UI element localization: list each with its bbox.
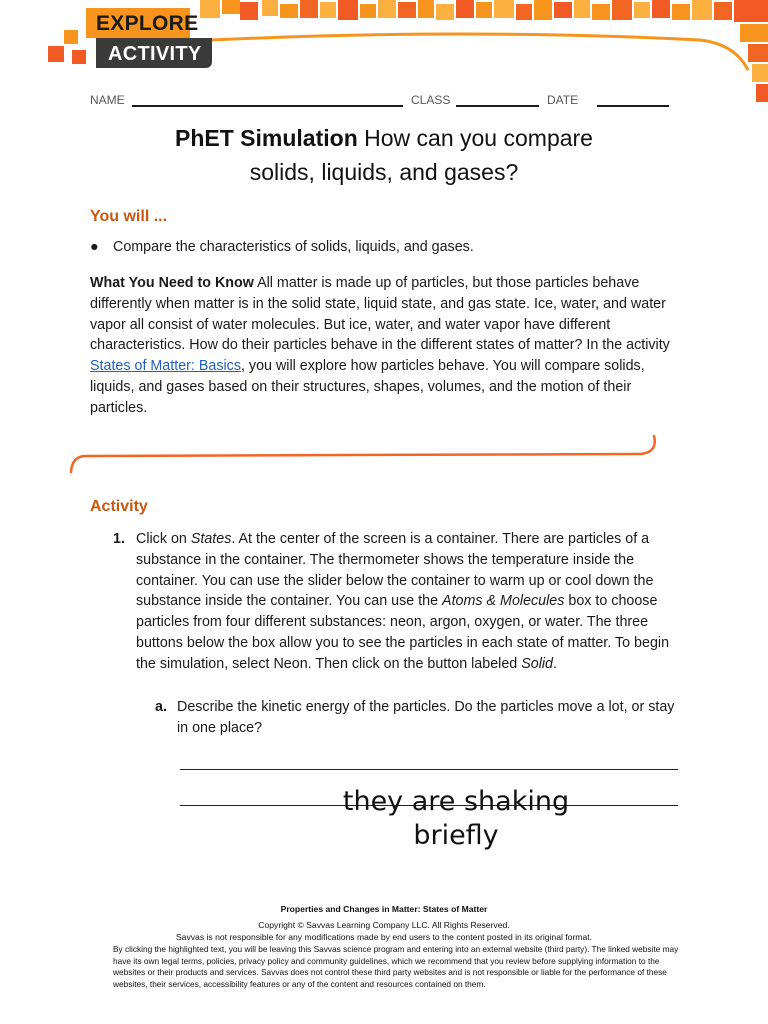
step-term-solid: Solid (521, 655, 553, 672)
step-term-atoms: Atoms & Molecules (442, 593, 565, 610)
footer-copyright: Copyright © Savvas Learning Company LLC. All Rights Reserved. (258, 920, 510, 930)
page-title (84, 121, 684, 189)
answer-line-1 (180, 769, 678, 770)
footer-title: Properties and Changes in Matter: States of Matter (280, 904, 488, 914)
states-of-matter-link[interactable]: States of Matter: Basics (90, 358, 241, 375)
step-text-part: Click on (136, 531, 191, 547)
date-label: DATE (547, 93, 579, 107)
step-text-part: . (553, 655, 557, 672)
you-will-bullet: Compare the characteristics of solids, liquids, and gases. (113, 239, 474, 255)
section-divider (66, 432, 662, 478)
step-text-part: box to choose particles from four different substances: neon, argon, oxygen, or water. The three buttons below the box allow you to see the particles in each state of matter. To begin the simulation, select Neon. Then click on the button labeled (136, 593, 670, 672)
need-to-know-label: What You Need to Know (90, 275, 254, 291)
step-term-states: States (190, 531, 232, 547)
sub-letter: a. (155, 699, 167, 715)
title-line2: solids, liquids, and gases? (249, 159, 519, 185)
title-rest: How can you compare (357, 125, 593, 151)
footer-disclaimer-1: Savvas is not responsible for any modifications made by end users to the content posted in its original format. (175, 932, 593, 942)
need-to-know-text1: All matter is made up of particles, but those particles behave differently when matter is in the solid state, liquid state, and gas state. Ice, water, and water vapor all consist of water molecules. But ice, water, and water vapor have different characteristics. How do their particles behave in the different states of matter? In the activity (90, 275, 670, 354)
activity-badge: ACTIVITY (96, 38, 212, 68)
bullet-marker: ● (90, 239, 99, 255)
class-label: CLASS (411, 93, 451, 107)
need-to-know-paragraph (90, 273, 680, 419)
sub-question: Describe the kinetic energy of the particles. Do the particles move a lot, or stay in one place? (177, 699, 675, 736)
step-1-text (136, 529, 682, 675)
name-label: NAME (90, 93, 125, 107)
explore-badge: EXPLORE (86, 8, 190, 38)
need-to-know-text2: , you will explore how particles behave. You will compare solids, liquids, and gases based on their structures, shapes, volumes, and the motion of their particles. (90, 358, 645, 416)
title-bold: PhET Simulation (175, 125, 358, 151)
class-field[interactable] (456, 105, 539, 107)
activity-heading: Activity (90, 498, 148, 515)
step-text-part: . At the center of the screen is a container. There are particles of a substance in the container. The thermometer shows the temperature inside the container. You can use the slider below the container to warm up or cool down the substance inside the container. You can use the (136, 531, 654, 610)
footer-disclaimer-2: By clicking the highlighted text, you will be leaving this Savvas science program and entering into an external website (third party). The linked website may have its own legal terms, policies, privacy policy and community guidelines, which we recommend that you review before supplying information to the websites or their products and services. Savvas does not control these third party websites and is not responsible or liable for the performance of these websites, their services, accessibility features or any of the content and resources contained on them. (113, 944, 679, 989)
name-field[interactable] (132, 105, 403, 107)
handwritten-answer-line2: briefly (413, 820, 499, 851)
you-will-heading: You will ... (90, 208, 168, 225)
step-number: 1. (113, 531, 125, 547)
date-field[interactable] (597, 105, 669, 107)
handwritten-answer-line1[interactable]: they are shaking (342, 786, 570, 817)
